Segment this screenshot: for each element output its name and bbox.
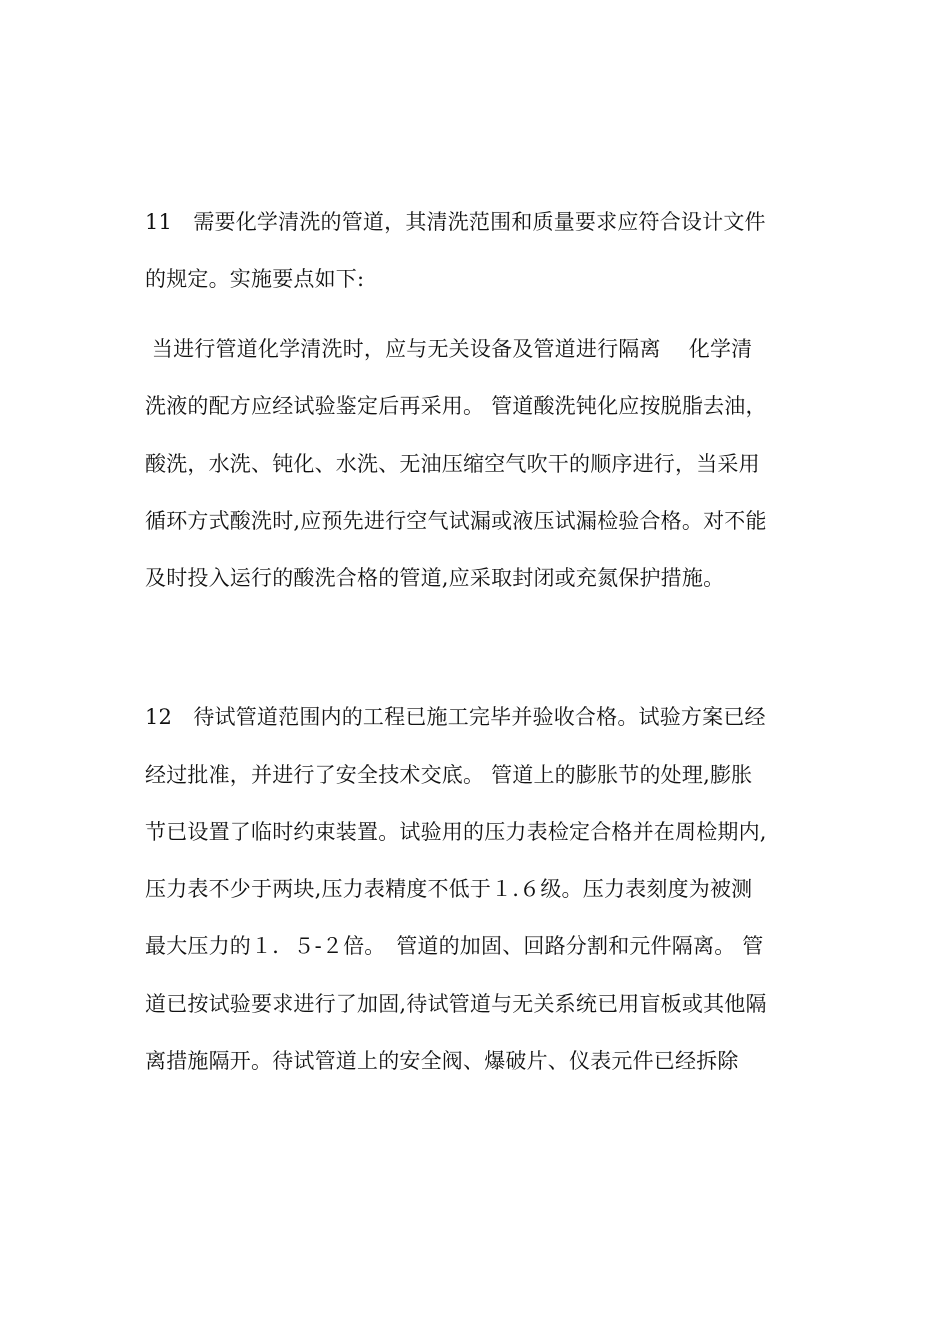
section-11-line-2: 的规定。实施要点如下: (145, 267, 365, 291)
section-11-line-1: 11 需要化学清洗的管道，其清洗范围和质量要求应符合设计文件 (145, 210, 766, 234)
section-11-line-3: 当进行管道化学清洗时，应与无关设备及管道进行隔离 化学清 (145, 337, 753, 361)
section-11-line-6: 循环方式酸洗时,应预先进行空气试漏或液压试漏检验合格。对不能 (145, 509, 767, 533)
section-12-line-7: 离措施隔开。待试管道上的安全阀、爆破片、仪表元件已经拆除 (145, 1049, 739, 1073)
section-12-line-4: 压力表不少于两块,压力表精度不低于１.６级。压力表刻度为被测 (145, 877, 753, 901)
section-12-line-6: 道已按试验要求进行了加固,待试管道与无关系统已用盲板或其他隔 (145, 992, 767, 1016)
section-12-line-1: 12 待试管道范围内的工程已施工完毕并验收合格。试验方案已经 (145, 705, 766, 729)
section-11-line-7: 及时投入运行的酸洗合格的管道,应采取封闭或充氮保护措施。 (145, 566, 725, 590)
section-12-line-5: 最大压力的１．５-２倍。 管道的加固、回路分割和元件隔离。 管 (145, 934, 764, 958)
section-12-line-2: 经过批准，并进行了安全技术交底。 管道上的膨胀节的处理,膨胀 (145, 763, 753, 787)
section-11-line-4: 洗液的配方应经试验鉴定后再采用。 管道酸洗钝化应按脱脂去油， (145, 394, 767, 418)
section-11-line-5: 酸洗，水洗、钝化、水洗、无油压缩空气吹干的顺序进行，当采用 (145, 452, 760, 476)
section-12-line-3: 节已设置了临时约束装置。试验用的压力表检定合格并在周检期内, (145, 820, 767, 844)
